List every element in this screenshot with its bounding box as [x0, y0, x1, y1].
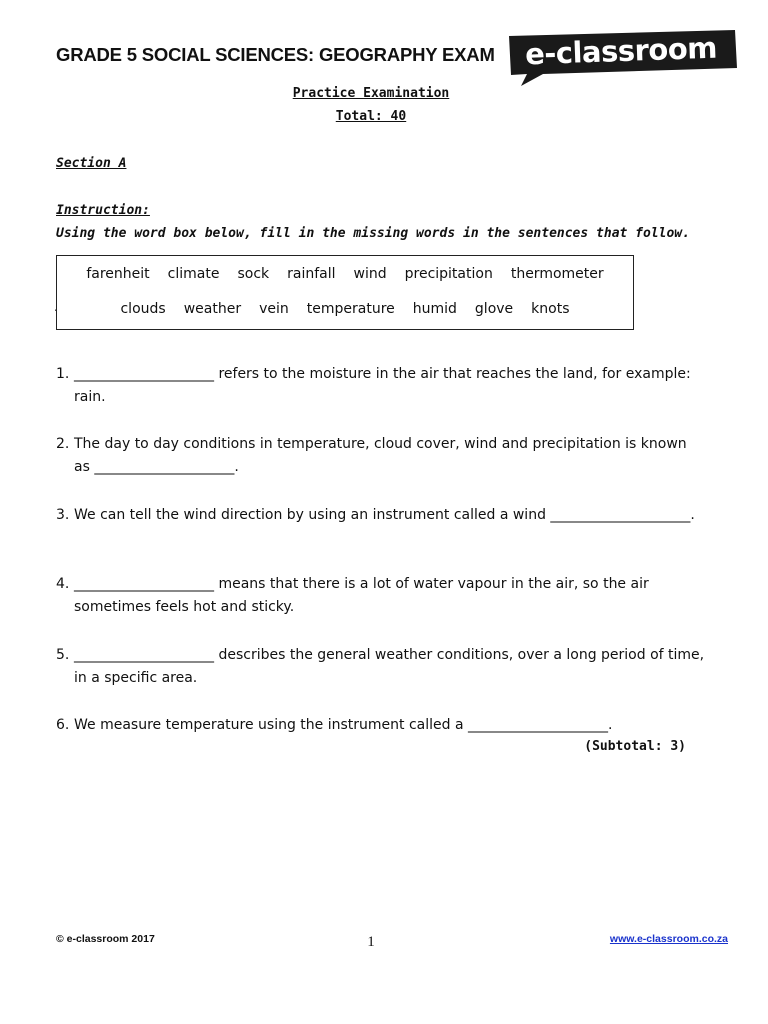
question-number: 1.	[56, 366, 70, 382]
question-1	[56, 363, 706, 409]
word-box	[56, 255, 634, 330]
word-box-word: temperature	[306, 301, 395, 317]
word-box-word: humid	[412, 301, 457, 317]
word-box-word: vein	[259, 301, 289, 317]
word-box-word: thermometer	[510, 266, 604, 282]
exam-total: Total: 40	[335, 109, 407, 124]
question-3	[56, 504, 706, 527]
instruction-text: Using the word box below, fill in the missing words in the sentences that follow.	[56, 226, 690, 241]
question-2	[56, 433, 706, 479]
footer-website-link[interactable]: www.e-classroom.co.za	[609, 933, 728, 945]
page-title: GRADE 5 SOCIAL SCIENCES: GEOGRAPHY EXAM	[56, 44, 495, 65]
word-box-word: clouds	[120, 301, 166, 317]
question-number: 4.	[56, 576, 70, 592]
page-number: 1	[367, 934, 375, 950]
instruction-label: Instruction:	[56, 203, 150, 218]
word-box-word: farenheit	[86, 266, 150, 282]
question-text: We measure temperature using the instrument called a ____________________.	[74, 717, 613, 733]
e-classroom-logo	[503, 28, 739, 88]
word-box-word: wind	[353, 266, 387, 282]
question-text: The day to day conditions in temperature, cloud cover, wind and precipitation is known as ____________________.	[74, 436, 687, 475]
word-box-word: knots	[531, 301, 570, 317]
word-box-word: precipitation	[404, 266, 493, 282]
subtotal: (Subtotal: 3)	[584, 739, 686, 754]
word-box-marker: .	[54, 300, 58, 314]
question-text: ____________________ means that there is a lot of water vapour in the air, so the air sometimes feels hot and sticky.	[74, 576, 649, 615]
question-number: 5.	[56, 647, 70, 663]
exam-subtitle: Practice Examination	[292, 86, 450, 101]
word-box-row-2	[57, 301, 633, 317]
word-box-word: weather	[183, 301, 242, 317]
section-title: Section A	[56, 156, 127, 171]
question-text: ____________________ describes the general weather conditions, over a long period of time, in a specific area.	[74, 647, 705, 686]
question-number: 3.	[56, 507, 70, 523]
question-4	[56, 573, 706, 619]
question-6	[56, 714, 706, 737]
question-number: 6.	[56, 717, 70, 733]
question-text: We can tell the wind direction by using an instrument called a wind ____________________.	[74, 507, 695, 523]
logo-text: e-classroom	[524, 30, 718, 72]
question-text: ____________________ refers to the moisture in the air that reaches the land, for example: rain.	[74, 366, 691, 405]
word-box-word: rainfall	[287, 266, 336, 282]
word-box-word: sock	[237, 266, 270, 282]
question-number: 2.	[56, 436, 70, 452]
question-5	[56, 644, 706, 690]
footer-copyright: © e-classroom 2017	[56, 933, 155, 945]
word-box-word: glove	[474, 301, 514, 317]
word-box-row-1	[57, 266, 633, 282]
word-box-word: climate	[167, 266, 220, 282]
